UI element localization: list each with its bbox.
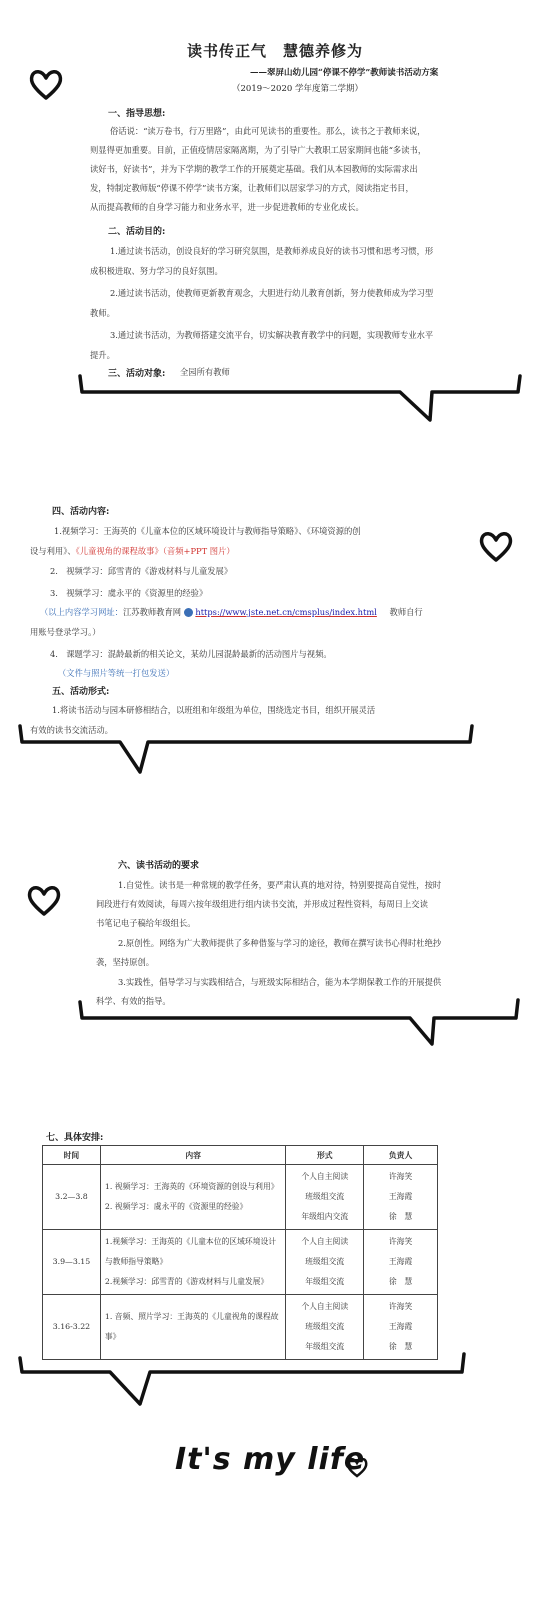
section1-line: 从而提高教师的自身学习能力和业务水平，进一步促进教师的专业化成长。 [90, 202, 364, 212]
table-header-row [43, 1146, 438, 1165]
section6-line: 2.原创性。网络为广大教师提供了多种借鉴与学习的途径，教师在撰写读书心得时杜绝抄 [118, 938, 442, 948]
speech-bubble-doodle [0, 722, 550, 778]
section2-line: 2.通过读书活动，使教师更新教育观念，大胆进行幼儿教育创新，努力使教师成为学习型 [110, 288, 434, 298]
document-subtitle: ——翠屏山幼儿园“停课不停学”教师读书活动方案 [250, 68, 439, 78]
time-cell: 3.2—3.8 [43, 1165, 101, 1230]
section2-line: 教师。 [90, 308, 115, 318]
section4-line: 1.视频学习：王海英的《儿童本位的区域环境设计与教师指导策略》、《环境资源的创 [54, 526, 361, 536]
section4-line: 3. 视频学习：虞永平的《资源里的经验》 [50, 588, 208, 598]
time-cell: 3.16-3.22 [43, 1295, 101, 1360]
content-cell: 1. 音频、照片学习：王海英的《儿童视角的课程故事》 [100, 1295, 285, 1360]
section6-line: 书笔记电子稿给年级组长。 [96, 918, 196, 928]
lead-cell: 许海笑 王海霞 徐 慧 [364, 1165, 438, 1230]
schedule-table [42, 1145, 438, 1360]
section4-note: （文件与照片等统一打包发送） [58, 668, 175, 678]
section1-line: 发，特制定教师版“停课不停学”读书方案，让教师们以居家学习的方式，阅读指定书目， [90, 183, 414, 193]
section5-line: 1.将读书活动与园本研修相结合，以班组和年级组为单位，围绕选定书目，组织开展灵活 [52, 705, 376, 715]
column-header: 时间 [43, 1146, 101, 1165]
form-cell: 个人自主阅读 班级组交流 年级组交流 [286, 1295, 364, 1360]
column-header: 形式 [286, 1146, 364, 1165]
column-header: 内容 [100, 1146, 285, 1165]
speech-bubble-doodle [0, 996, 550, 1052]
document-title: 读书传正气 慧德养修为 [186, 42, 363, 60]
table-row [43, 1295, 438, 1360]
section6-line: 1.自觉性。读书是一种常规的教学任务，要严肃认真的地对待，特别要提高自觉性，按时 [118, 880, 442, 890]
section4-line: 设与利用》、《儿童视角的课程故事》（音频+PPT 图片） [30, 546, 235, 556]
section6-heading: 六、读书活动的要求 [118, 861, 200, 871]
section6-line: 袭，坚持原创。 [96, 957, 155, 967]
section4-url-line: （以上内容学习网址：江苏教师教育网 https://www.jste.net.cn/cmsplus/index.html 教师自行 [40, 607, 423, 617]
section4-line: 2. 视频学习：邱雪青的《游戏材料与儿童发展》 [50, 566, 233, 576]
content-cell: 1. 视频学习：王海英的《环境资源的创设与利用》 2. 视频学习：虞永平的《资源里的经验》 [100, 1165, 285, 1230]
section4-line: 4. 课题学习：混龄最新的相关论文，某幼儿园混龄最新的活动图片与视频。 [50, 649, 332, 659]
table-row [43, 1230, 438, 1295]
section2-heading: 二、活动目的: [108, 227, 166, 237]
section5-heading: 五、活动形式: [52, 687, 110, 697]
speech-bubble-doodle [0, 1352, 550, 1412]
school-year: （2019～2020 学年度第二学期） [232, 84, 363, 94]
section3-heading: 三、活动对象: [108, 369, 166, 379]
footer-handwriting: It's my life [175, 1442, 366, 1477]
lead-cell: 许海笑 王海霞 徐 慧 [364, 1295, 438, 1360]
form-cell: 个人自主阅读 班级组交流 年级组交流 [286, 1230, 364, 1295]
heart-doodle-icon [28, 66, 64, 102]
heart-doodle-icon [478, 528, 514, 564]
content-cell: 1.视频学习：王海英的《儿童本位的区域环境设计与教师指导策略》 2.视频学习：邱雪青的《游戏材料与儿童发展》 [100, 1230, 285, 1295]
section4-line: 用账号登录学习。） [30, 627, 101, 637]
section4-heading: 四、活动内容: [52, 507, 110, 517]
section2-line: 1.通过读书活动，创设良好的学习研究氛围，是教师养成良好的读书习惯和思考习惯，形 [110, 246, 434, 256]
section1-line: 读好书，好读书”，并为下学期的教学工作的开展奠定基础。我们从本园教师的实际需求出 [90, 164, 418, 174]
speech-bubble-doodle [0, 372, 550, 428]
section6-line: 科学、有效的指导。 [96, 996, 171, 1006]
section2-line: 3.通过读书活动，为教师搭建交流平台，切实解决教育教学中的问题，实现教师专业水平 [110, 330, 434, 340]
lead-cell: 许海笑 王海霞 徐 慧 [364, 1230, 438, 1295]
section6-line: 3.实践性，倡导学习与实践相结合，与班级实际相结合，能为本学期保教工作的开展提供 [118, 977, 442, 987]
section1-heading: 一、指导思想: [108, 109, 166, 119]
section7-heading: 七、具体安排: [46, 1133, 104, 1143]
heart-doodle-icon [26, 882, 62, 918]
time-cell: 3.9—3.15 [43, 1230, 101, 1295]
course-url-link[interactable]: https://www.jste.net.cn/cmsplus/index.html [195, 607, 377, 617]
section6-line: 间段进行有效阅读，每周六按年级组进行组内读书交流，并形成过程性资料，每周日上交读 [96, 899, 428, 909]
web-link-icon [184, 608, 193, 617]
section2-line: 提升。 [90, 350, 115, 360]
small-heart-icon [345, 1456, 369, 1478]
column-header: 负责人 [364, 1146, 438, 1165]
section1-line: 俗话说：“读万卷书，行万里路”，由此可见读书的重要性。那么，读书之于教师来说， [110, 126, 426, 136]
section3-text: 全园所有教师 [180, 367, 230, 377]
section2-line: 成积极进取、努力学习的良好氛围。 [90, 266, 223, 276]
section5-line: 有效的读书交流活动。 [30, 725, 113, 735]
section1-line: 则显得更加重要。目前，正值疫情居家隔离期，为了引导广大教职工居家期间也能“多读书， [90, 145, 427, 155]
highlighted-course-title: 《儿童视角的课程故事》（音频+PPT 图片） [75, 546, 235, 556]
form-cell: 个人自主阅读 班级组交流 年级组内交流 [286, 1165, 364, 1230]
table-row [43, 1165, 438, 1230]
